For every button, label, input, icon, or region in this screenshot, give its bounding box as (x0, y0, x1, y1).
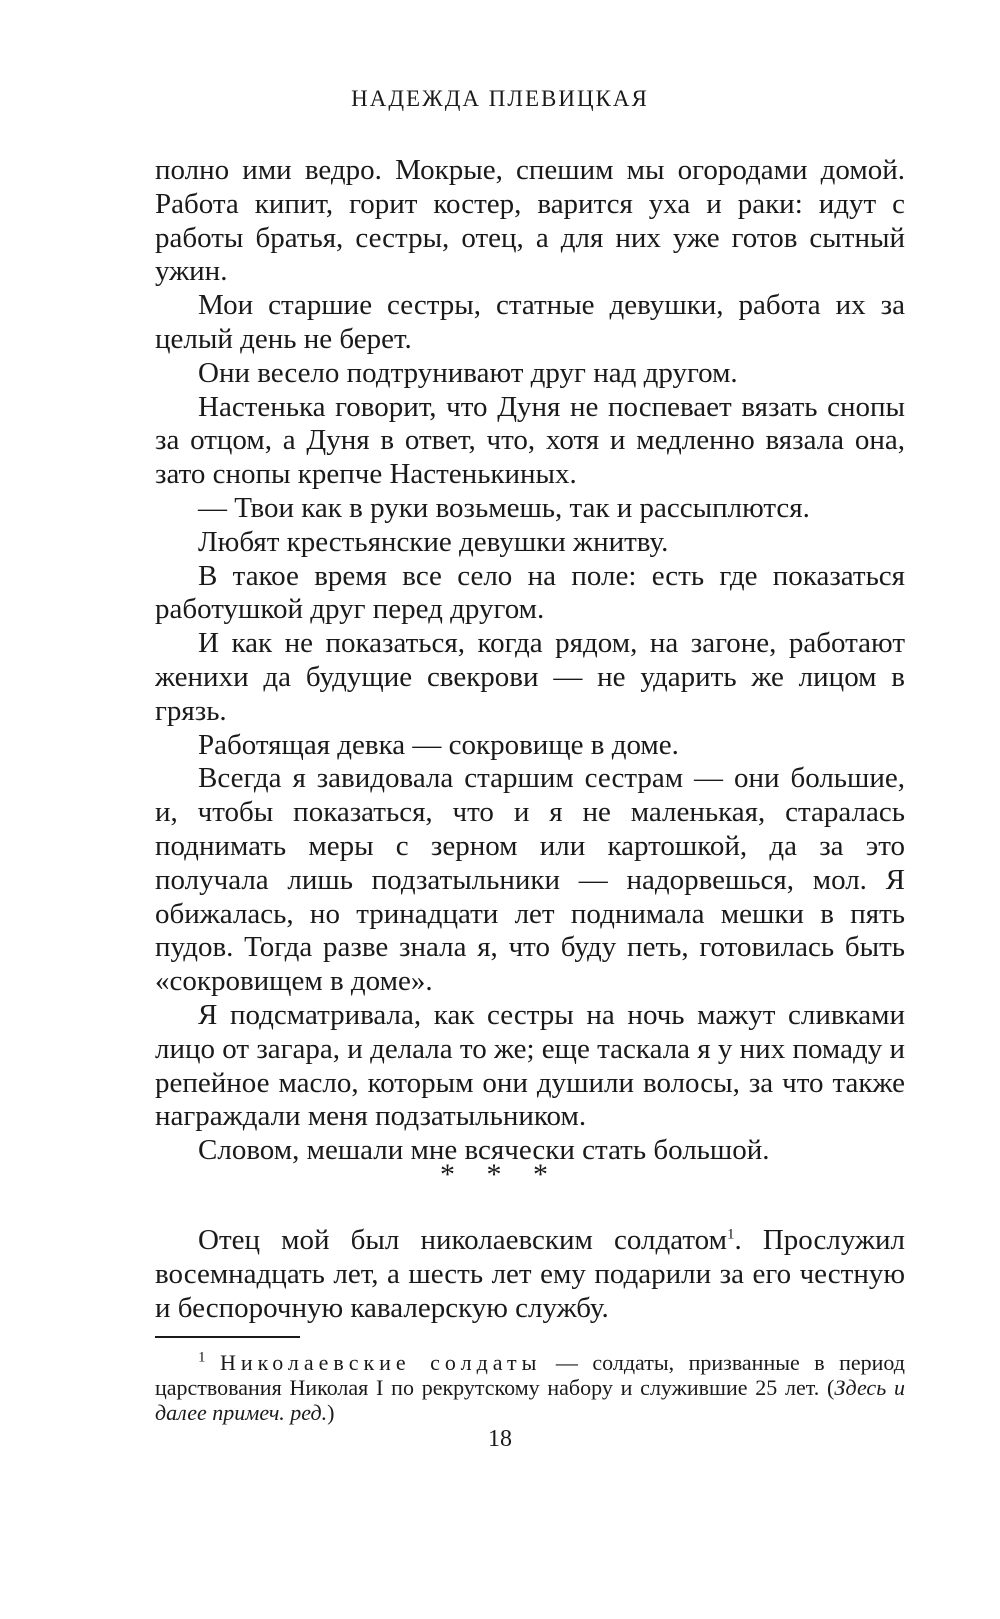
footnote-text (155, 1350, 905, 1425)
paragraph: И как не показаться, когда рядом, на загоне, работают женихи да будущие свекрови — не ударить же лицом в грязь. (155, 627, 905, 727)
paragraph: Они весело подтрунивают друг над другом. (198, 356, 738, 389)
paragraph: Мои старшие сестры, статные девушки, работа их за целый день не берет. (155, 289, 905, 355)
paragraph: — Твои как в руки возьмешь, так и рассыплются. (198, 491, 810, 524)
main-text (155, 154, 905, 1168)
paragraph-text-after-note: . Прослужил восемнадцать лет, а шесть лет ему подарили за его честную и беспорочную кавалерскую службу. (155, 1224, 905, 1324)
footnote-divider (155, 1336, 300, 1338)
paragraph: Любят крестьянские девушки жнитву. (198, 525, 669, 558)
paragraph: Всегда я завидовала старшим сестрам — они большие, и, чтобы показаться, что и я не маленькая, старалась поднимать меры с зерном или картошкой, да за это получала лишь подзатыльники — надорвешься, мол. Я обижалась, но тринадцати лет поднимала мешки в пять пудов. Тогда разве знала я, что буду петь, готовилась быть «сокровищем в доме». (155, 762, 905, 998)
paragraph: В такое время все село на поле: есть где показаться работушкой друг перед другом. (155, 559, 905, 626)
paragraph: Настенька говорит, что Дуня не поспевает вязать снопы за отцом, а Дуня в ответ, что, хотя и медленно вязала она, зато снопы крепче Настенькиных. (155, 390, 905, 491)
footnote-marker: 1 (198, 1349, 206, 1366)
footnote-term: Николаевские солдаты (219, 1350, 542, 1375)
running-head: НАДЕЖДА ПЛЕВИЦКАЯ (351, 86, 649, 111)
section-break: * * * (440, 1158, 560, 1191)
footnote (155, 1350, 905, 1425)
section-two-text (155, 1224, 905, 1325)
paragraph: Работящая девка — сокровище в доме. (198, 728, 679, 761)
paragraph: Словом, мешали мне всячески стать большой. (198, 1134, 770, 1167)
page-number: 18 (488, 1426, 512, 1452)
paragraph-with-note (155, 1224, 905, 1325)
paragraph-text-before-note: Отец мой был николаевским солдатом (198, 1224, 727, 1256)
footnote-closing: ) (327, 1400, 335, 1425)
paragraph: Я подсматривала, как сестры на ночь мажут сливками лицо от загара, и делала то же; еще таскала я у них помаду и репейное масло, которым они душили волосы, за что также награждали меня подзатыльником. (155, 998, 905, 1133)
paragraph: полно ими ведро. Мокрые, спешим мы огородами домой. Работа кипит, горит костер, варится уха и раки: идут с работы братья, сестры, отец, а для них уже готов сытный ужин. (155, 154, 905, 288)
footnote-reference: 1 (726, 1226, 735, 1243)
footnote-editor-note: Здесь и далее примеч. ред. (155, 1375, 905, 1425)
footnote-body: — солдаты, призванные в период царствования Николая I по рекрутскому набору и служившие 25 лет. ( (155, 1350, 905, 1400)
